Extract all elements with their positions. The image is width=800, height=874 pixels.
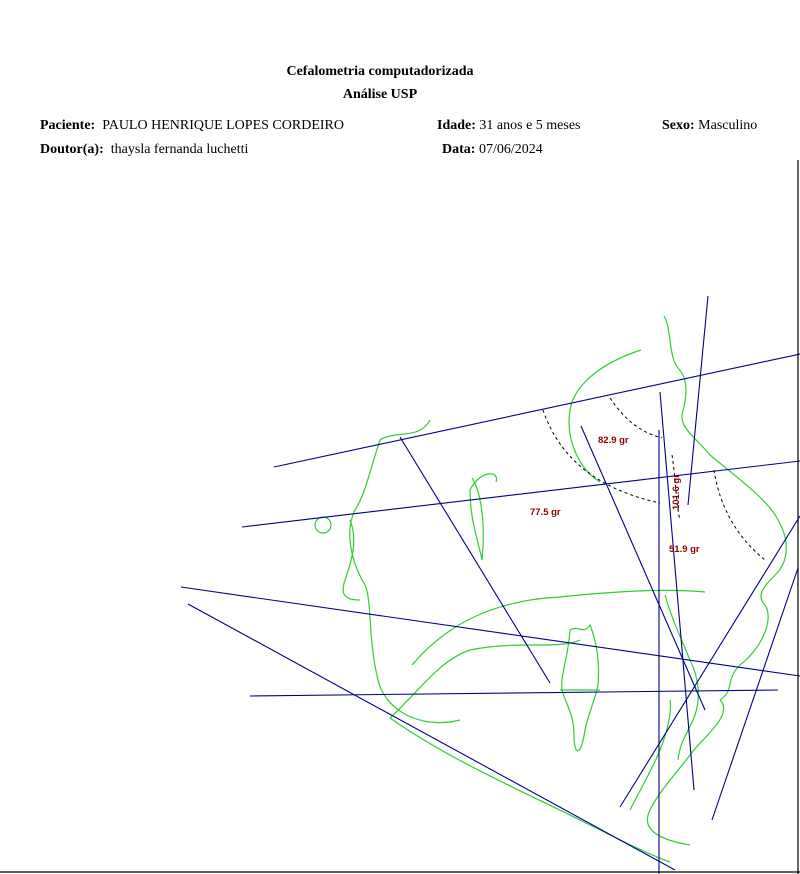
mandible-upper-contour [390,640,580,718]
skull-base-contour [350,420,460,723]
incisor-contour [665,595,698,760]
ear-rod-circle [315,517,331,533]
analysis-name: Análise USP [342,87,418,102]
mandible-lower-border [390,718,670,862]
report-title: Cefalometria computadorizada [286,64,474,79]
palatal-line [181,587,800,676]
sex-value: Masculino [698,118,758,133]
frankfort-line [242,461,800,527]
symphysis-contour [630,700,671,810]
arc-51 [714,470,765,560]
pterygoid-contour [470,474,497,560]
facial-line [581,426,705,710]
y-axis-line [400,437,550,683]
nb-line [688,296,708,505]
age-label: Idade: [437,118,476,133]
angle-label-51: 51.9 gr [669,544,700,555]
sex-label: Sexo: [662,118,695,133]
date-value: 07/06/2024 [478,142,543,157]
profile-line [712,568,798,820]
patient-name: PAULO HENRIQUE LOPES CORDEIRO [102,118,344,133]
patient-label: Paciente: [40,118,96,133]
doctor-name: thaysla fernanda luchetti [110,142,249,157]
mastoid-contour [343,520,360,600]
reference-lines [181,296,800,874]
angle-arcs [543,398,765,560]
age-value: 31 anos e 5 meses [479,118,581,133]
sn-line [274,354,800,467]
e-line [620,516,800,807]
angle-label-101: 101.6 gr [671,474,682,510]
angle-label-82: 82.9 gr [598,435,629,446]
palatal-plane-contour [412,590,705,665]
date-label: Data: [442,142,476,157]
anatomy-tracing [315,316,786,862]
arc-82 [610,398,662,438]
mandibular-plane-line [188,604,675,870]
orbit-contour [569,350,641,482]
angle-label-77: 77.5 gr [530,507,561,518]
doctor-label: Doutor(a): [40,142,104,157]
